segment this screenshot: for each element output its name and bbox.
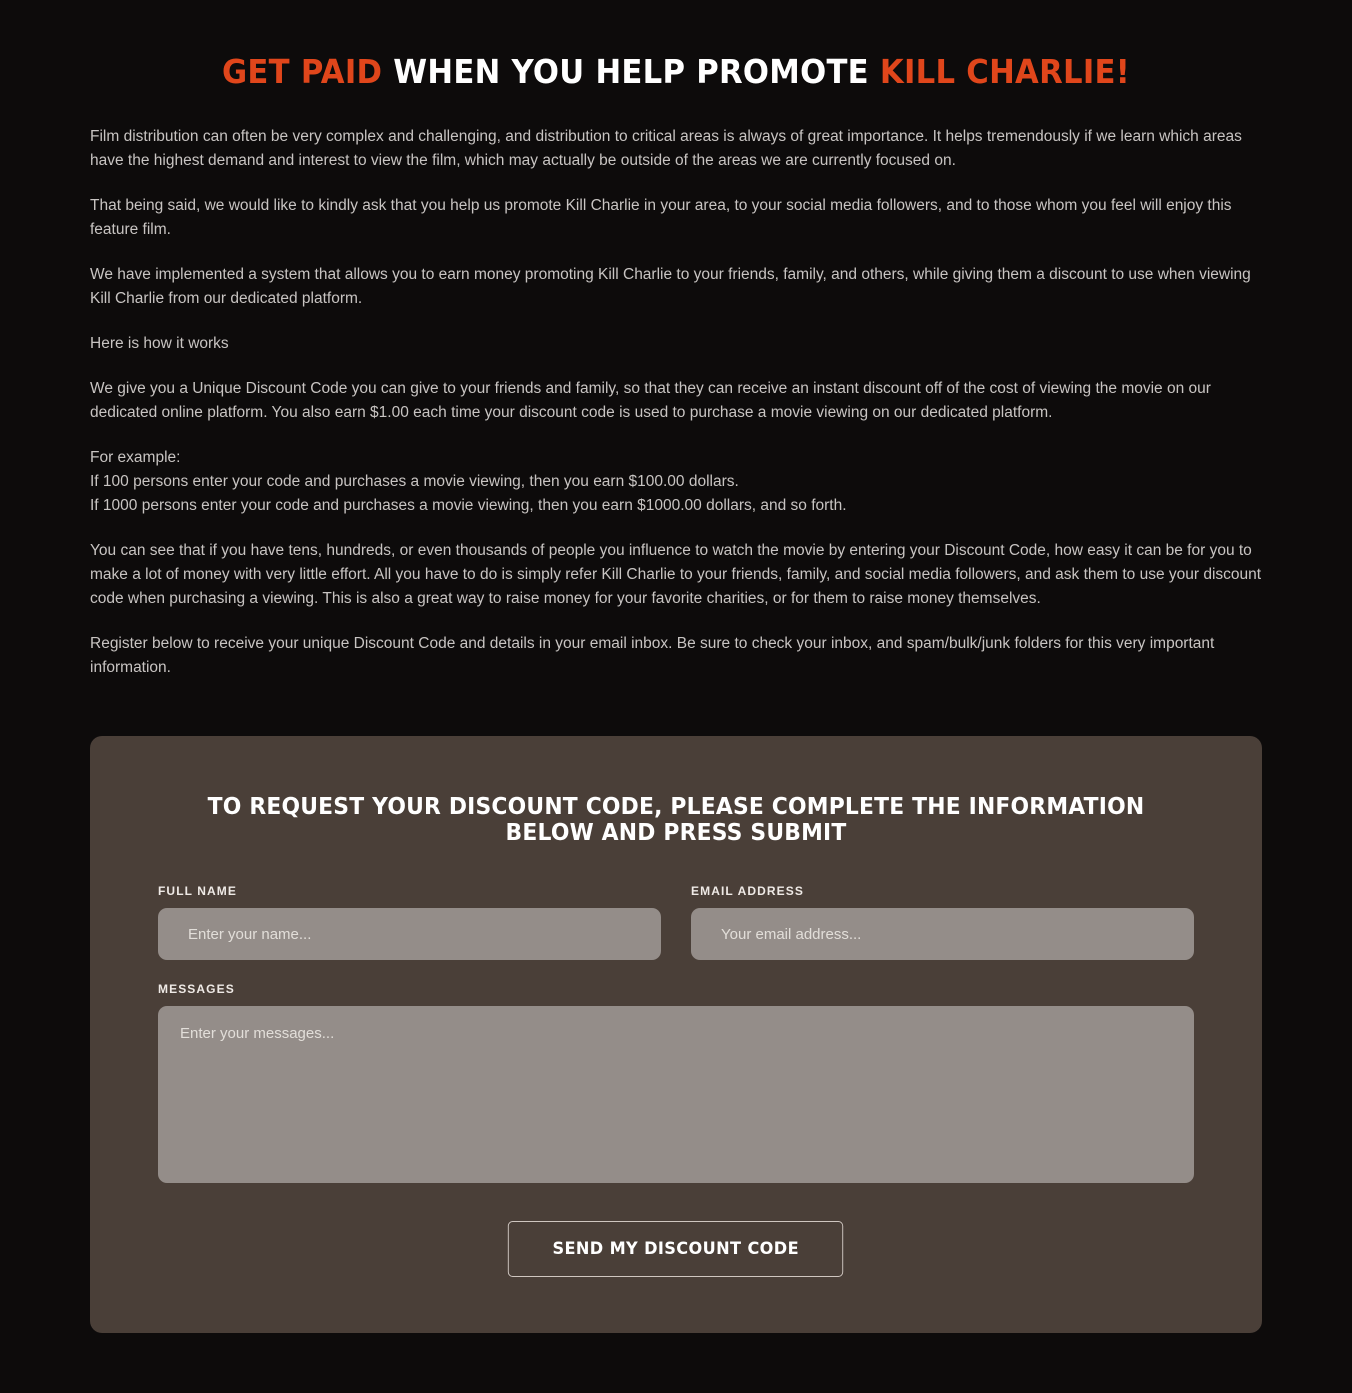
paragraph-how-it-works: Here is how it works — [90, 335, 229, 352]
paragraph-earnings: You can see that if you have tens, hundreds, or even thousands of people you influence to watch the movie by entering your Discount Code, how easy it can be for you to make a lot of money with very little effort. All you have to do is simply refer Kill Charlie to your friends, family, and social media followers, and ask them to use your discount code when purchasing a viewing. This is also a great way to raise money for your favorite charities, or for them to raise money themselves. — [90, 542, 1262, 607]
paragraph-register: Register below to receive your unique Discount Code and details in your email inbox. Be sure to check your inbox, and spam/bulk/junk folders for this very important information. — [90, 635, 1215, 676]
messages-field-group — [158, 982, 1194, 1183]
paragraph-example-100: If 100 persons enter your code and purchases a movie viewing, then you earn $100.00 dollars. — [90, 473, 739, 490]
paragraph-intro: Film distribution can often be very complex and challenging, and distribution to critical areas is always of great importance. It helps tremendously if we learn which areas have the highest demand and interest to view the film, which may actually be outside of the areas we are currently focused on. — [90, 128, 1242, 169]
full-name-input[interactable] — [158, 908, 661, 960]
page-title-middle: WHEN YOU HELP PROMOTE — [382, 52, 880, 91]
email-label: EMAIL ADDRESS — [691, 884, 804, 898]
submit-row — [158, 1221, 1194, 1277]
messages-textarea[interactable] — [158, 1006, 1194, 1183]
email-field-group — [691, 884, 1194, 960]
paragraph-example-heading: For example: — [90, 449, 181, 466]
form-title: TO REQUEST YOUR DISCOUNT CODE, PLEASE COMPLETE THE INFORMATION BELOW AND PRESS SUBMIT — [207, 794, 1145, 846]
paragraph-request: That being said, we would like to kindly ask that you help us promote Kill Charlie in your area, to your social media followers, and to those whom you feel will enjoy this feature film. — [90, 197, 1232, 238]
paragraph-unique-code: We give you a Unique Discount Code you can give to your friends and family, so that they can receive an instant discount off of the cost of viewing the movie on our dedicated online platform. You also earn $1.00 each time your discount code is used to purchase a movie viewing on our dedicated platform. — [90, 380, 1211, 421]
paragraph-system: We have implemented a system that allows you to earn money promoting Kill Charlie to your friends, family, and others, while giving them a discount to use when viewing Kill Charlie from our dedicated platform. — [90, 266, 1251, 307]
page-title-accent-start: GET PAID — [221, 52, 383, 91]
paragraph-example-1000: If 1000 persons enter your code and purchases a movie viewing, then you earn $1000.00 dollars, and so forth. — [90, 497, 847, 514]
messages-label: MESSAGES — [158, 982, 235, 996]
send-discount-code-button[interactable]: SEND MY DISCOUNT CODE — [508, 1221, 844, 1277]
email-input[interactable] — [691, 908, 1194, 960]
discount-code-form — [90, 736, 1262, 1333]
page-title — [47, 0, 1304, 91]
body-copy — [90, 125, 1262, 680]
page-title-accent-end: KILL CHARLIE! — [879, 52, 1131, 91]
full-name-field-group — [158, 884, 661, 960]
form-row-top — [158, 884, 1194, 960]
full-name-label: FULL NAME — [158, 884, 238, 898]
